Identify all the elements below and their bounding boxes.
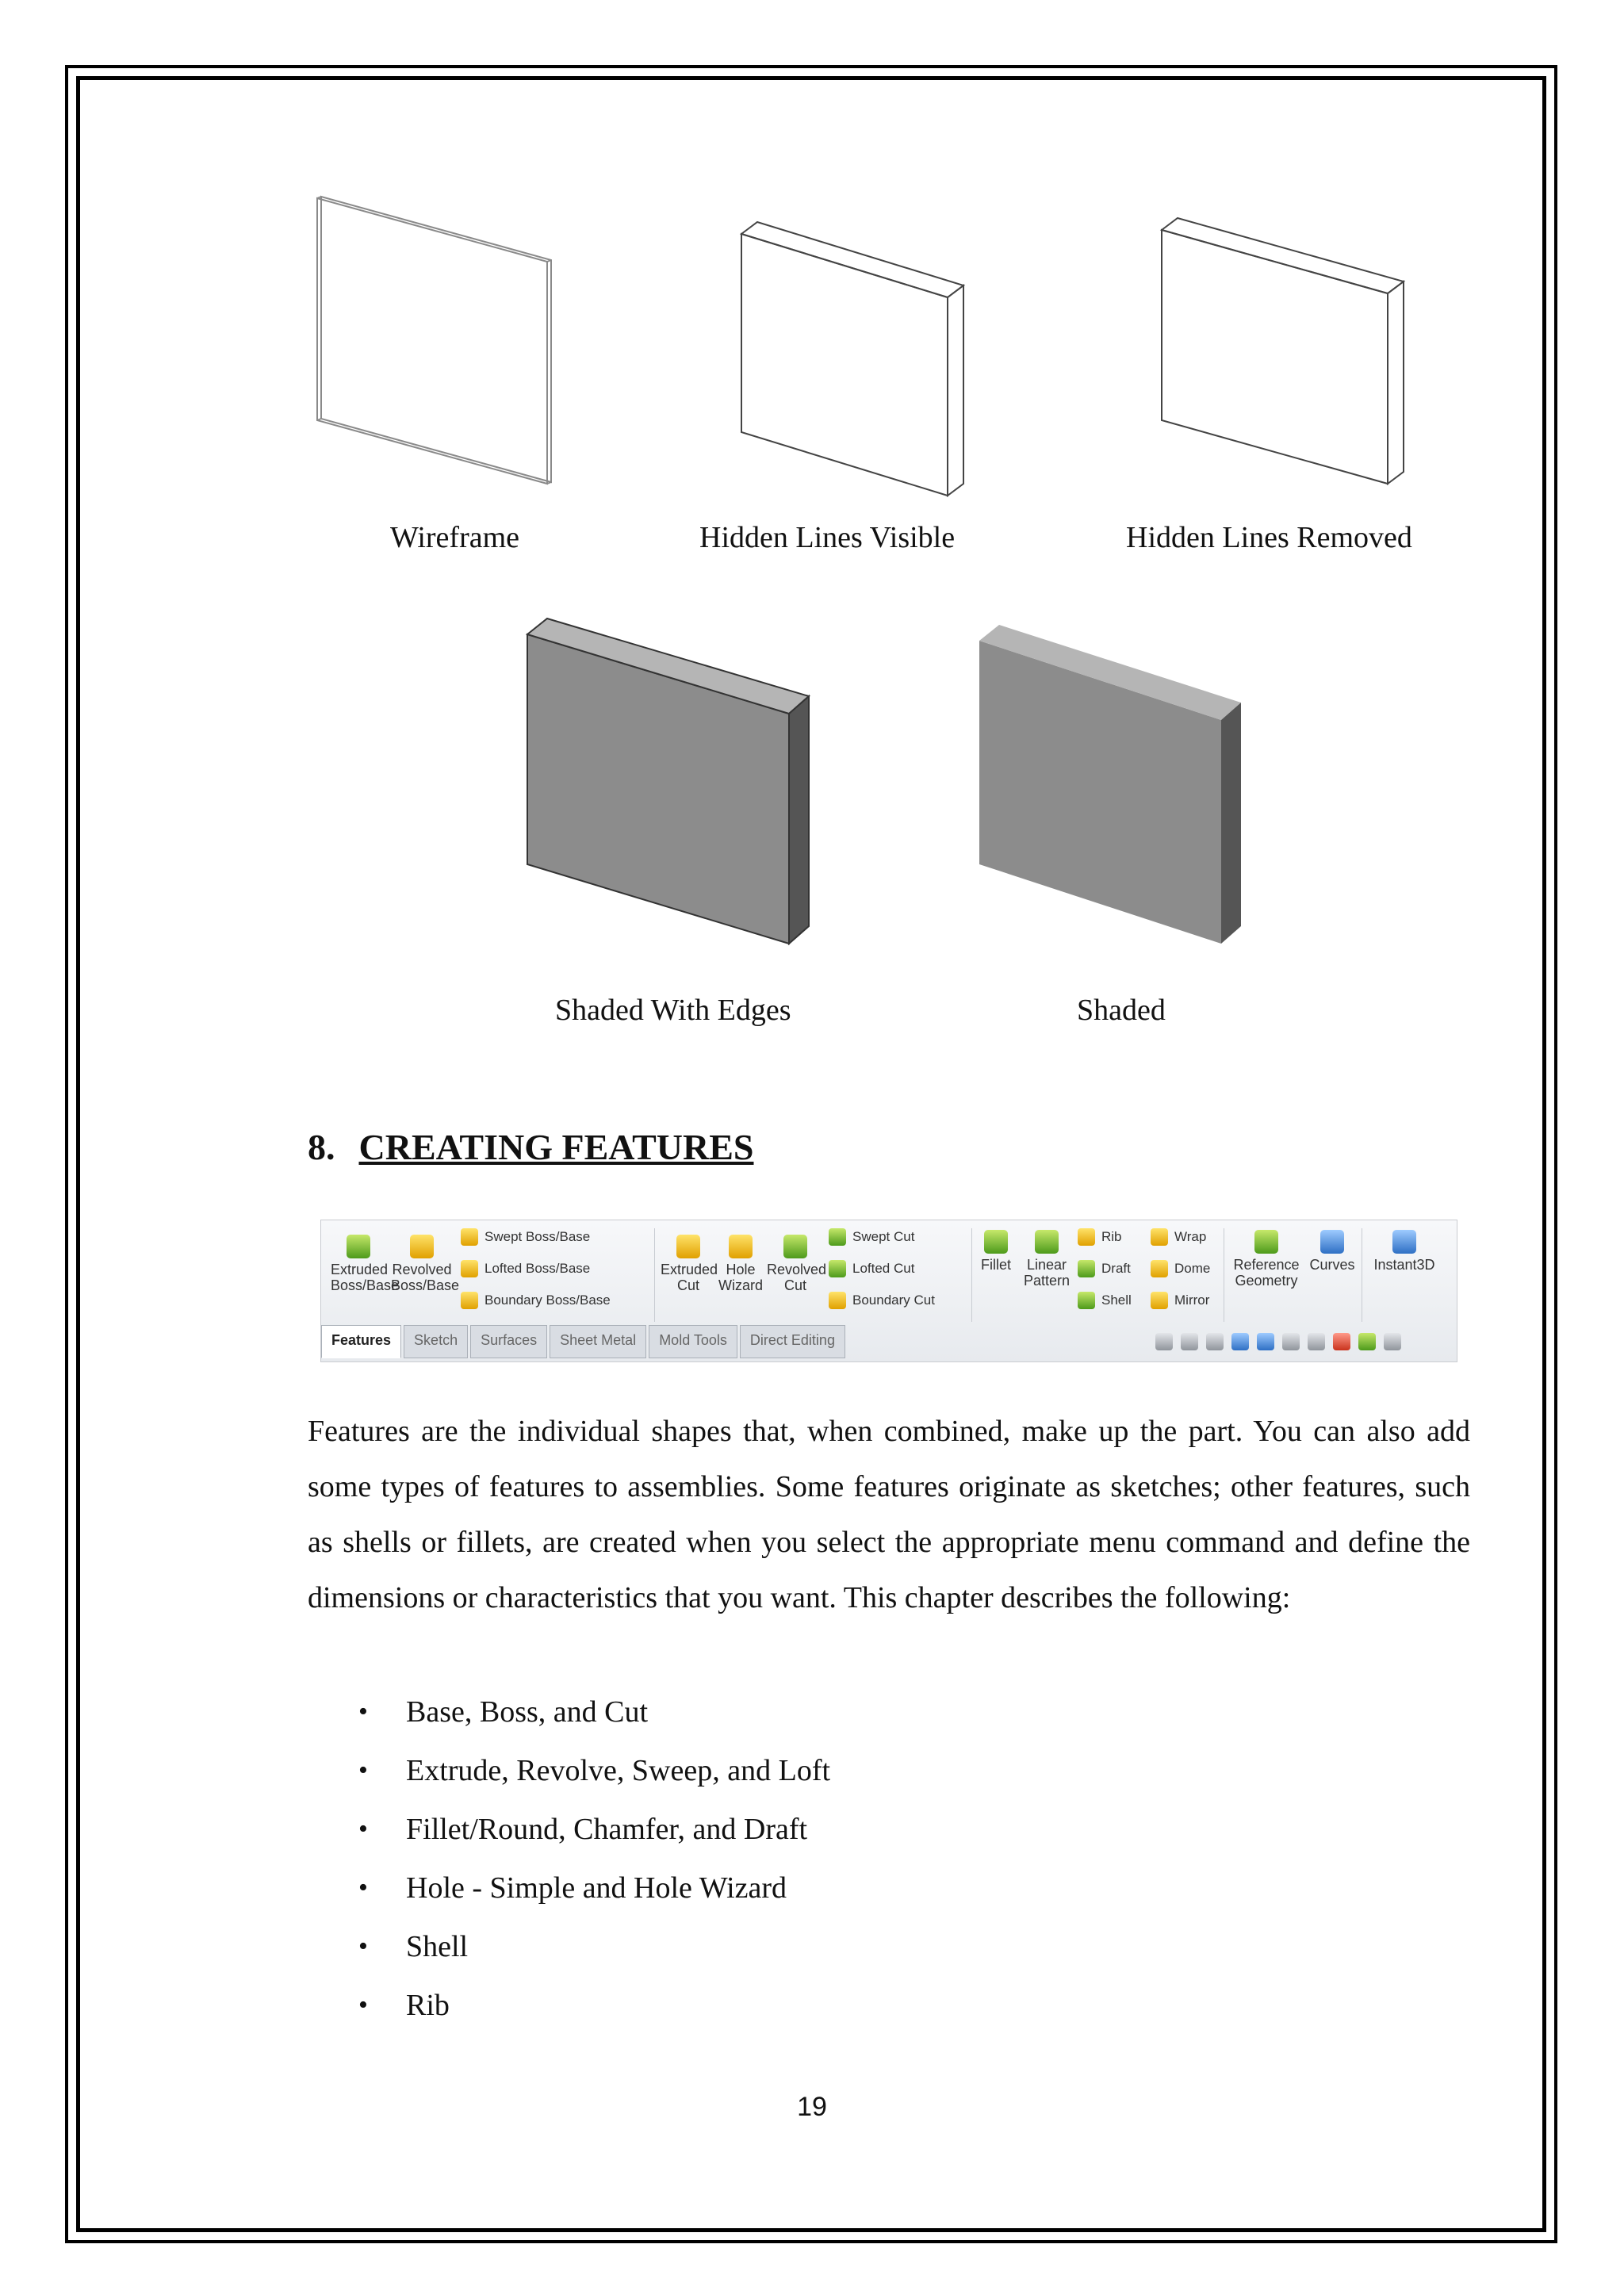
apply-scene-icon[interactable]: [1358, 1333, 1376, 1350]
tab-direct-editing[interactable]: Direct Editing: [740, 1325, 845, 1358]
caption-hidden-lines-removed: Hidden Lines Removed: [1126, 521, 1412, 554]
shell-icon: [1078, 1292, 1095, 1309]
mirror-icon: [1151, 1292, 1168, 1309]
reference-geometry-icon: [1254, 1230, 1278, 1254]
boundary-cut-icon: [829, 1292, 846, 1309]
revolved-cut-icon: [783, 1235, 807, 1258]
lofted-cut-icon: [829, 1260, 846, 1277]
draft-icon: [1078, 1260, 1095, 1277]
revolved-boss-button[interactable]: Revolved Boss/Base: [391, 1235, 453, 1293]
bullet-list: [308, 1683, 830, 2035]
view-settings-icon[interactable]: [1384, 1333, 1401, 1350]
rib-button[interactable]: Rib: [1078, 1228, 1122, 1246]
body-paragraph: Features are the individual shapes that, when combined, make up the part. You can also add some types of features to assemblies. Some features originate as sketches; other features, such as shells or fillets, are created when you select the appropriate menu command and define the dimensions or characteristics that you want. This chapter describes the following:: [308, 1415, 1470, 1614]
revolved-cut-button[interactable]: Revolved Cut: [767, 1235, 824, 1293]
section-number: 8.: [308, 1127, 335, 1167]
list-item: • Shell: [308, 1917, 830, 1976]
list-item: • Rib: [308, 1976, 830, 2035]
curves-button[interactable]: Curves: [1308, 1230, 1357, 1273]
toolbar-separator: [971, 1228, 972, 1322]
lofted-boss-icon: [461, 1260, 478, 1277]
caption-shaded-with-edges: Shaded With Edges: [555, 994, 791, 1027]
features-toolbar: [320, 1220, 1457, 1362]
section-heading: [308, 1126, 753, 1168]
tab-mold-tools[interactable]: Mold Tools: [649, 1325, 737, 1358]
swept-boss-icon: [461, 1228, 478, 1246]
list-item: • Base, Boss, and Cut: [308, 1683, 830, 1741]
wrap-icon: [1151, 1228, 1168, 1246]
boundary-boss-button[interactable]: Boundary Boss/Base: [461, 1292, 611, 1309]
display-style-icon[interactable]: [1282, 1333, 1300, 1350]
dome-button[interactable]: Dome: [1151, 1260, 1210, 1277]
tab-sheet-metal[interactable]: Sheet Metal: [550, 1325, 646, 1358]
section-view-icon[interactable]: [1231, 1333, 1249, 1350]
revolved-boss-icon: [410, 1235, 434, 1258]
shell-button[interactable]: Shell: [1078, 1292, 1132, 1309]
list-item: • Hole - Simple and Hole Wizard: [308, 1859, 830, 1917]
rib-icon: [1078, 1228, 1095, 1246]
swept-cut-button[interactable]: Swept Cut: [829, 1228, 914, 1246]
extruded-cut-icon: [676, 1235, 700, 1258]
instant3d-icon: [1392, 1230, 1416, 1254]
hidden-lines-visible-figure: [737, 210, 975, 504]
extruded-cut-button[interactable]: Extruded Cut: [661, 1235, 716, 1293]
page-number: 19: [797, 2092, 827, 2122]
draft-button[interactable]: Draft: [1078, 1260, 1131, 1277]
tab-features[interactable]: Features: [321, 1325, 401, 1358]
lofted-boss-button[interactable]: Lofted Boss/Base: [461, 1260, 590, 1277]
shaded-with-edges-figure: [523, 611, 809, 952]
edit-appearance-icon[interactable]: [1333, 1333, 1350, 1350]
view-orientation-icon[interactable]: [1257, 1333, 1274, 1350]
curves-icon: [1320, 1230, 1344, 1254]
view-toolbar: [1155, 1333, 1401, 1350]
list-item: • Extrude, Revolve, Sweep, and Loft: [308, 1741, 830, 1800]
extruded-boss-button[interactable]: Extruded Boss/Base: [331, 1235, 386, 1293]
boundary-boss-icon: [461, 1292, 478, 1309]
fillet-button[interactable]: Fillet: [976, 1230, 1016, 1273]
tab-surfaces[interactable]: Surfaces: [470, 1325, 547, 1358]
caption-wireframe: Wireframe: [390, 521, 520, 554]
caption-hidden-lines-visible: Hidden Lines Visible: [699, 521, 956, 554]
wrap-button[interactable]: Wrap: [1151, 1228, 1206, 1246]
wireframe-figure: [301, 190, 563, 492]
tab-sketch[interactable]: Sketch: [404, 1325, 468, 1358]
linear-pattern-icon: [1035, 1230, 1059, 1254]
zoom-to-area-icon[interactable]: [1181, 1333, 1198, 1350]
hide-show-items-icon[interactable]: [1308, 1333, 1325, 1350]
list-item: • Fillet/Round, Chamfer, and Draft: [308, 1800, 830, 1859]
dome-icon: [1151, 1260, 1168, 1277]
boundary-cut-button[interactable]: Boundary Cut: [829, 1292, 935, 1309]
swept-cut-icon: [829, 1228, 846, 1246]
shaded-figure: [975, 618, 1245, 952]
instant3d-button[interactable]: Instant3D: [1366, 1230, 1442, 1273]
swept-boss-button[interactable]: Swept Boss/Base: [461, 1228, 590, 1246]
extruded-boss-icon: [347, 1235, 370, 1258]
linear-pattern-button[interactable]: Linear Pattern: [1021, 1230, 1073, 1289]
section-title: CREATING FEATURES: [358, 1127, 754, 1167]
hole-wizard-icon: [729, 1235, 753, 1258]
previous-view-icon[interactable]: [1206, 1333, 1224, 1350]
fillet-icon: [984, 1230, 1008, 1254]
caption-shaded: Shaded: [1077, 994, 1166, 1027]
toolbar-tabs: [321, 1325, 848, 1358]
toolbar-separator: [654, 1228, 655, 1322]
zoom-to-fit-icon[interactable]: [1155, 1333, 1173, 1350]
reference-geometry-button[interactable]: Reference Geometry: [1228, 1230, 1304, 1289]
hole-wizard-button[interactable]: Hole Wizard: [718, 1235, 764, 1293]
hidden-lines-removed-figure: [1158, 206, 1419, 492]
lofted-cut-button[interactable]: Lofted Cut: [829, 1260, 914, 1277]
mirror-button[interactable]: Mirror: [1151, 1292, 1209, 1309]
